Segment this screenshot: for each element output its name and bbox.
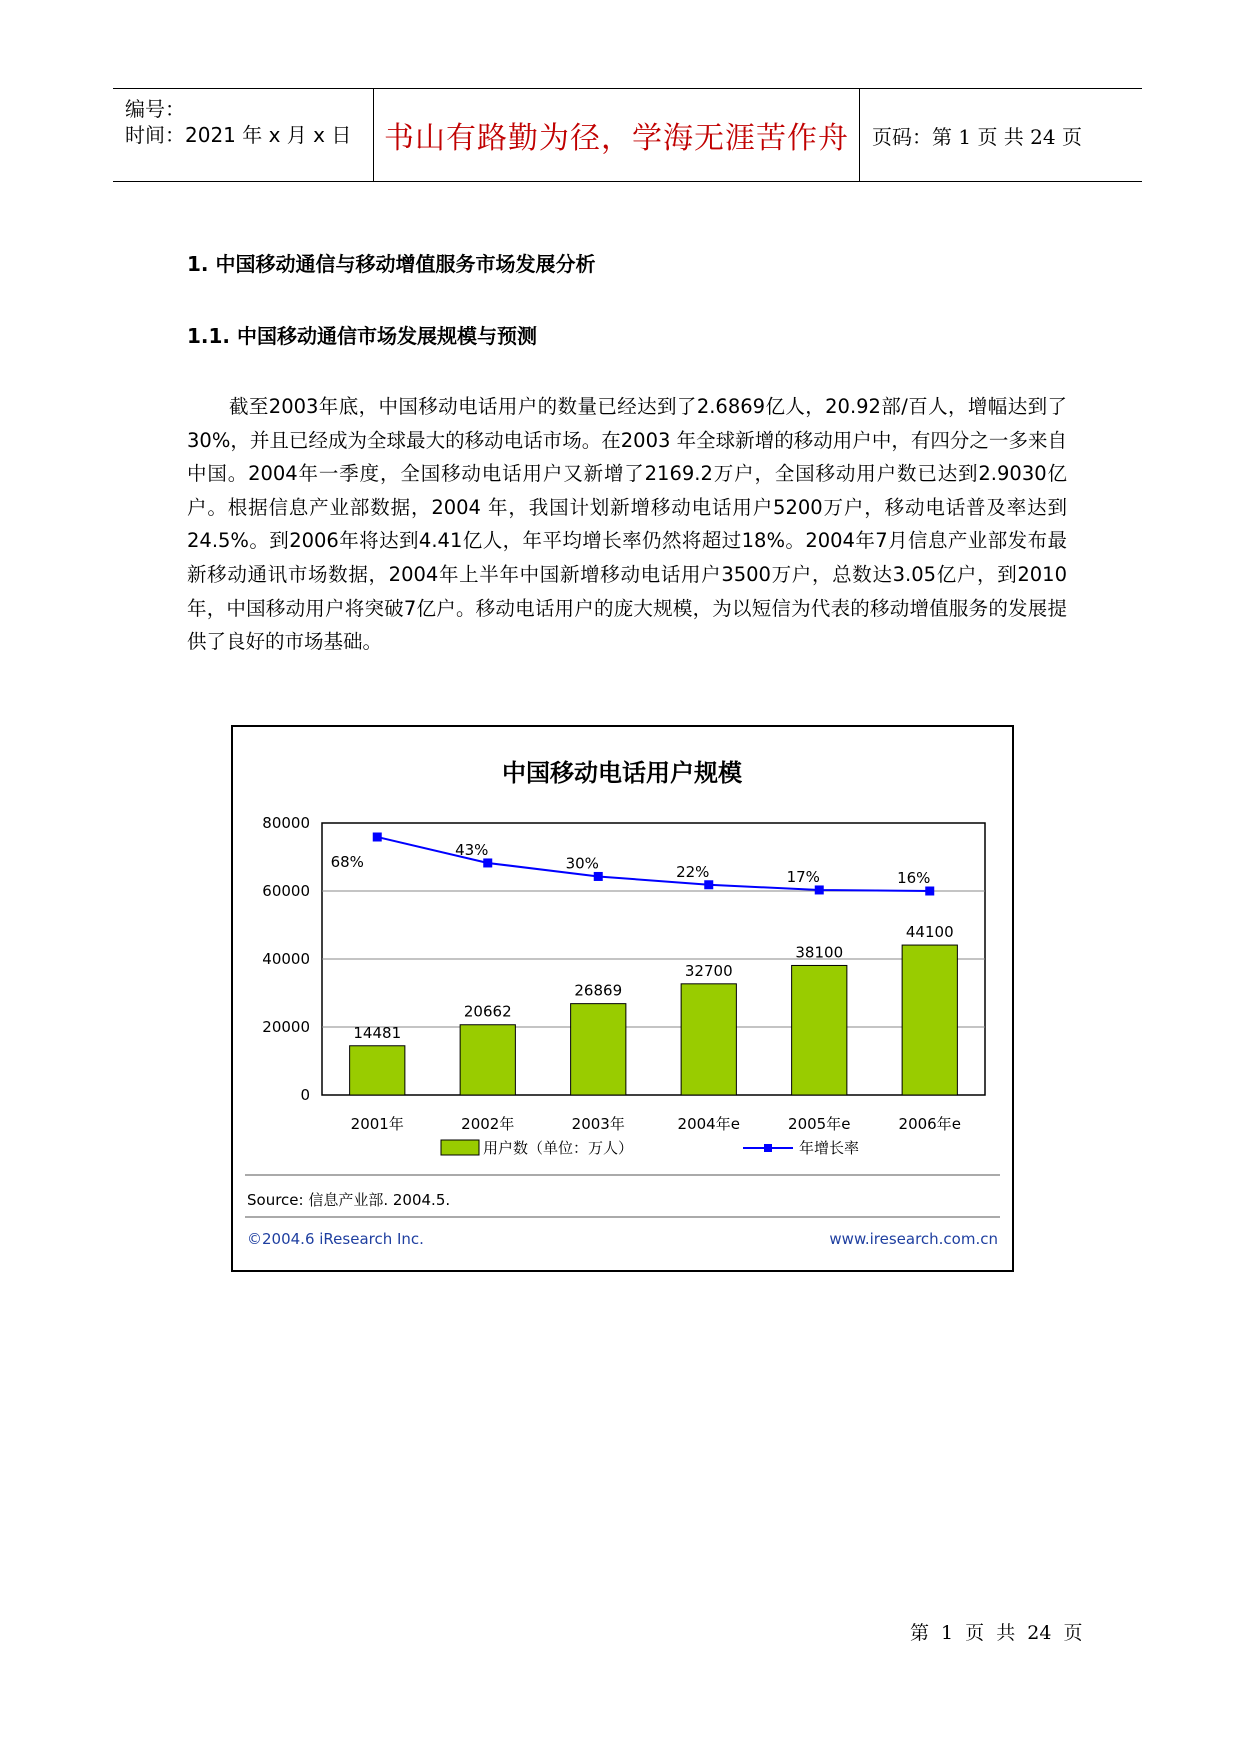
bar-value-label: 32700 — [684, 961, 733, 980]
legend-label-line: 年增长率 — [799, 1139, 860, 1157]
y-tick-label: 0 — [300, 1086, 310, 1104]
chart-title: 中国移动电话用户规模 — [502, 759, 742, 787]
section-heading-1-1: 1.1. 中国移动通信市场发展规模与预测 — [187, 324, 537, 348]
bar-value-label: 26869 — [574, 981, 623, 1000]
line-point — [373, 833, 382, 842]
bar-data-labels — [353, 923, 953, 1042]
line-value-label: 30% — [565, 854, 599, 873]
chart-website: www.iresearch.com.cn — [829, 1230, 998, 1248]
chart-copyright: ©2004.6 iResearch Inc. — [247, 1230, 424, 1248]
section-heading-1: 1. 中国移动通信与移动增值服务市场发展分析 — [187, 252, 596, 276]
line-point — [594, 872, 603, 881]
line-value-label: 43% — [455, 840, 489, 859]
header-page-cell — [860, 89, 1142, 181]
line-value-label: 17% — [786, 867, 820, 886]
body-paragraph: 截至2003年底，中国移动电话用户的数量已经达到了2.6869亿人，20.92部/百人，增幅达到了30%，并且已经成为全球最大的移动电话市场。在2003 年全球新增的移动用户中，有四分之一多来自中国。2004年一季度，全国移动电话用户又新增了2169.2万户，全国移动用户数已达到2.9030亿户。根据信息产业部数据，2004 年，我国计划新增移动电话用户5200万户，移动电话普及率达到24.5%。到2006年将达到4.41亿人，年平均增长率仍然将超过18%。2004年7月信息产业部发布最新移动通讯市场数据，2004年上半年中国新增移动电话用户3500万户，总数达3.05亿户，到2010年，中国移动用户将突破7亿户。移动电话用户的庞大规模，为以短信为代表的移动增值服务的发展提供了良好的市场基础。 — [187, 395, 1067, 654]
line-point — [815, 885, 824, 894]
header-page-info: 页码：第 1 页 共 24 页 — [872, 124, 1082, 149]
x-tick-label: 2003年 — [571, 1115, 625, 1133]
x-tick-label: 2002年 — [461, 1115, 515, 1133]
x-tick-label: 2001年 — [350, 1115, 404, 1133]
document-number-label: 编号： — [125, 97, 185, 121]
page-header — [113, 88, 1142, 182]
page-footer: 第 1 页 共 24 页 — [910, 1622, 1083, 1644]
legend-swatch-marker — [764, 1144, 772, 1152]
legend-label-bar: 用户数（单位：万人） — [483, 1139, 634, 1157]
y-axis-ticks — [262, 814, 310, 1104]
x-tick-label: 2005年e — [788, 1115, 851, 1133]
x-tick-label: 2006年e — [898, 1115, 961, 1133]
x-axis-ticks — [351, 1115, 961, 1133]
line-point — [925, 887, 934, 896]
header-motto-cell — [373, 89, 860, 181]
bar — [792, 965, 847, 1095]
bar — [460, 1025, 515, 1095]
y-tick-label: 80000 — [262, 814, 310, 832]
line-value-label: 68% — [330, 853, 364, 871]
header-meta-cell — [113, 89, 373, 181]
y-tick-label: 40000 — [262, 950, 310, 968]
chart-source: Source: 信息产业部. 2004.5. — [247, 1191, 451, 1209]
line-point — [483, 858, 492, 867]
bar-value-label: 38100 — [795, 943, 844, 962]
bar — [681, 984, 736, 1095]
chart-figure — [231, 725, 1014, 1272]
document-time-label: 时间：2021 年 x 月 x 日 — [125, 123, 352, 147]
y-tick-label: 60000 — [262, 882, 310, 900]
line-value-label: 16% — [897, 869, 931, 887]
header-motto: 书山有路勤为径，学海无涯苦作舟 — [384, 121, 849, 156]
bar — [350, 1046, 405, 1095]
y-tick-label: 20000 — [262, 1018, 310, 1036]
bar-value-label: 20662 — [463, 1002, 512, 1021]
gridlines — [322, 891, 985, 1027]
line-point — [704, 880, 713, 889]
bar-value-label: 14481 — [353, 1023, 402, 1042]
legend-swatch-bar — [441, 1140, 479, 1155]
bar — [902, 945, 957, 1095]
line-value-label: 22% — [676, 862, 710, 881]
chart-svg — [233, 727, 1012, 1270]
x-tick-label: 2004年e — [677, 1115, 740, 1133]
bar — [571, 1004, 626, 1095]
bar-series — [350, 945, 958, 1095]
bar-value-label: 44100 — [905, 923, 954, 942]
